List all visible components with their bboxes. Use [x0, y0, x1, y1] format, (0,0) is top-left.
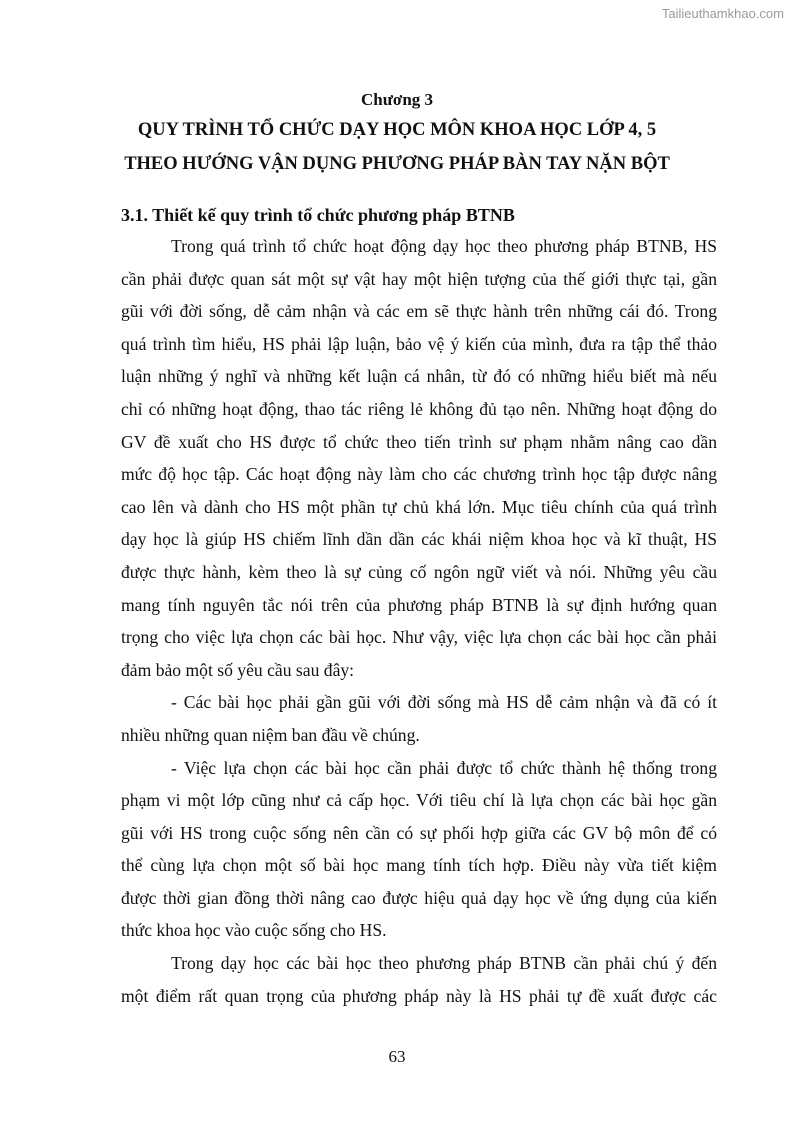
text-line: được thực hành, kèm theo là sự củng cố ngôn ngữ viết và nói. Những yêu cầu [121, 561, 717, 582]
text-line: dạy học là giúp HS chiếm lĩnh dần dần các khái niệm khoa học và kĩ thuật, HS [121, 529, 717, 550]
text-line: mang tính nguyên tắc nói trên của phương pháp BTNB là sự định hướng quan [121, 594, 717, 615]
text-line: luận những ý nghĩ và những kết luận cá nhân, từ đó có những hiểu biết mà nếu [121, 366, 717, 387]
text-line: thức khoa học vào cuộc sống cho HS. [121, 920, 387, 941]
text-line: được thời gian đồng thời nâng cao được hiệu quả dạy học về ứng dụng của kiến [121, 887, 717, 908]
text-line: nhiều những quan niệm ban đầu về chúng. [121, 724, 420, 745]
text-line: - Việc lựa chọn các bài học cần phải được tổ chức thành hệ thống trong [171, 757, 717, 778]
text-line: cần phải được quan sát một sự vật hay một hiện tượng của thế giới thực tại, gần [121, 268, 717, 289]
text-line: thể cùng lựa chọn một số bài học mang tính tích hợp. Điều này vừa tiết kiệm [121, 855, 717, 876]
text-line: GV đề xuất cho HS được tổ chức theo tiến trình sư phạm nhằm nâng cao dần [121, 431, 717, 452]
text-line: chỉ có những hoạt động, thao tác riêng lẻ không đủ tạo nên. Những hoạt động do [121, 398, 717, 419]
text-line: đảm bảo một số yêu cầu sau đây: [121, 659, 355, 680]
text-line: - Các bài học phải gần gũi với đời sống mà HS dễ cảm nhận và đã có ít [171, 692, 717, 713]
chapter-title-line-1: QUY TRÌNH TỔ CHỨC DẠY HỌC MÔN KHOA HỌC LỚP 4, 5 [137, 120, 657, 140]
text-line: Trong quá trình tổ chức hoạt động dạy học theo phương pháp BTNB, HS [171, 236, 717, 256]
chapter-title-line-2: THEO HƯỚNG VẬN DỤNG PHƯƠNG PHÁP BÀN TAY NẶN BỘT [124, 154, 670, 174]
text-line: gũi với đời sống, dễ cảm nhận và các em sẽ thực hành trên những cái đó. Trong [121, 301, 717, 322]
watermark: Tailieuthamkhao.com [661, 6, 784, 21]
text-line: Trong dạy học các bài học theo phương pháp BTNB cần phải chú ý đến [171, 953, 717, 974]
chapter-label: Chương 3 [360, 90, 434, 109]
text-line: quá trình tìm hiểu, HS phải lập luận, bảo vệ ý kiến của mình, đưa ra tập thể thảo [121, 333, 717, 354]
body-text [121, 234, 717, 1016]
text-line: mức độ học tập. Các hoạt động này làm cho các chương trình học tập được nâng [121, 464, 717, 485]
text-line: cao lên và dành cho HS một phần tự chủ khá lớn. Mục tiêu chính của quá trình [121, 496, 717, 517]
section-heading: 3.1. Thiết kế quy trình tổ chức phương pháp BTNB [121, 205, 515, 225]
text-line: một điểm rất quan trọng của phương pháp này là HS phải tự đề xuất được các [121, 985, 717, 1006]
text-line: gũi với HS trong cuộc sống nên cần có sự phối hợp giữa các GV bộ môn để có [121, 822, 717, 843]
text-line: trọng cho việc lựa chọn các bài học. Như vậy, việc lựa chọn các bài học cần phải [121, 627, 717, 648]
text-line: phạm vi một lớp cũng như cả cấp học. Với tiêu chí là lựa chọn các bài học gần [121, 790, 717, 811]
page-number: 63 [388, 1047, 406, 1066]
